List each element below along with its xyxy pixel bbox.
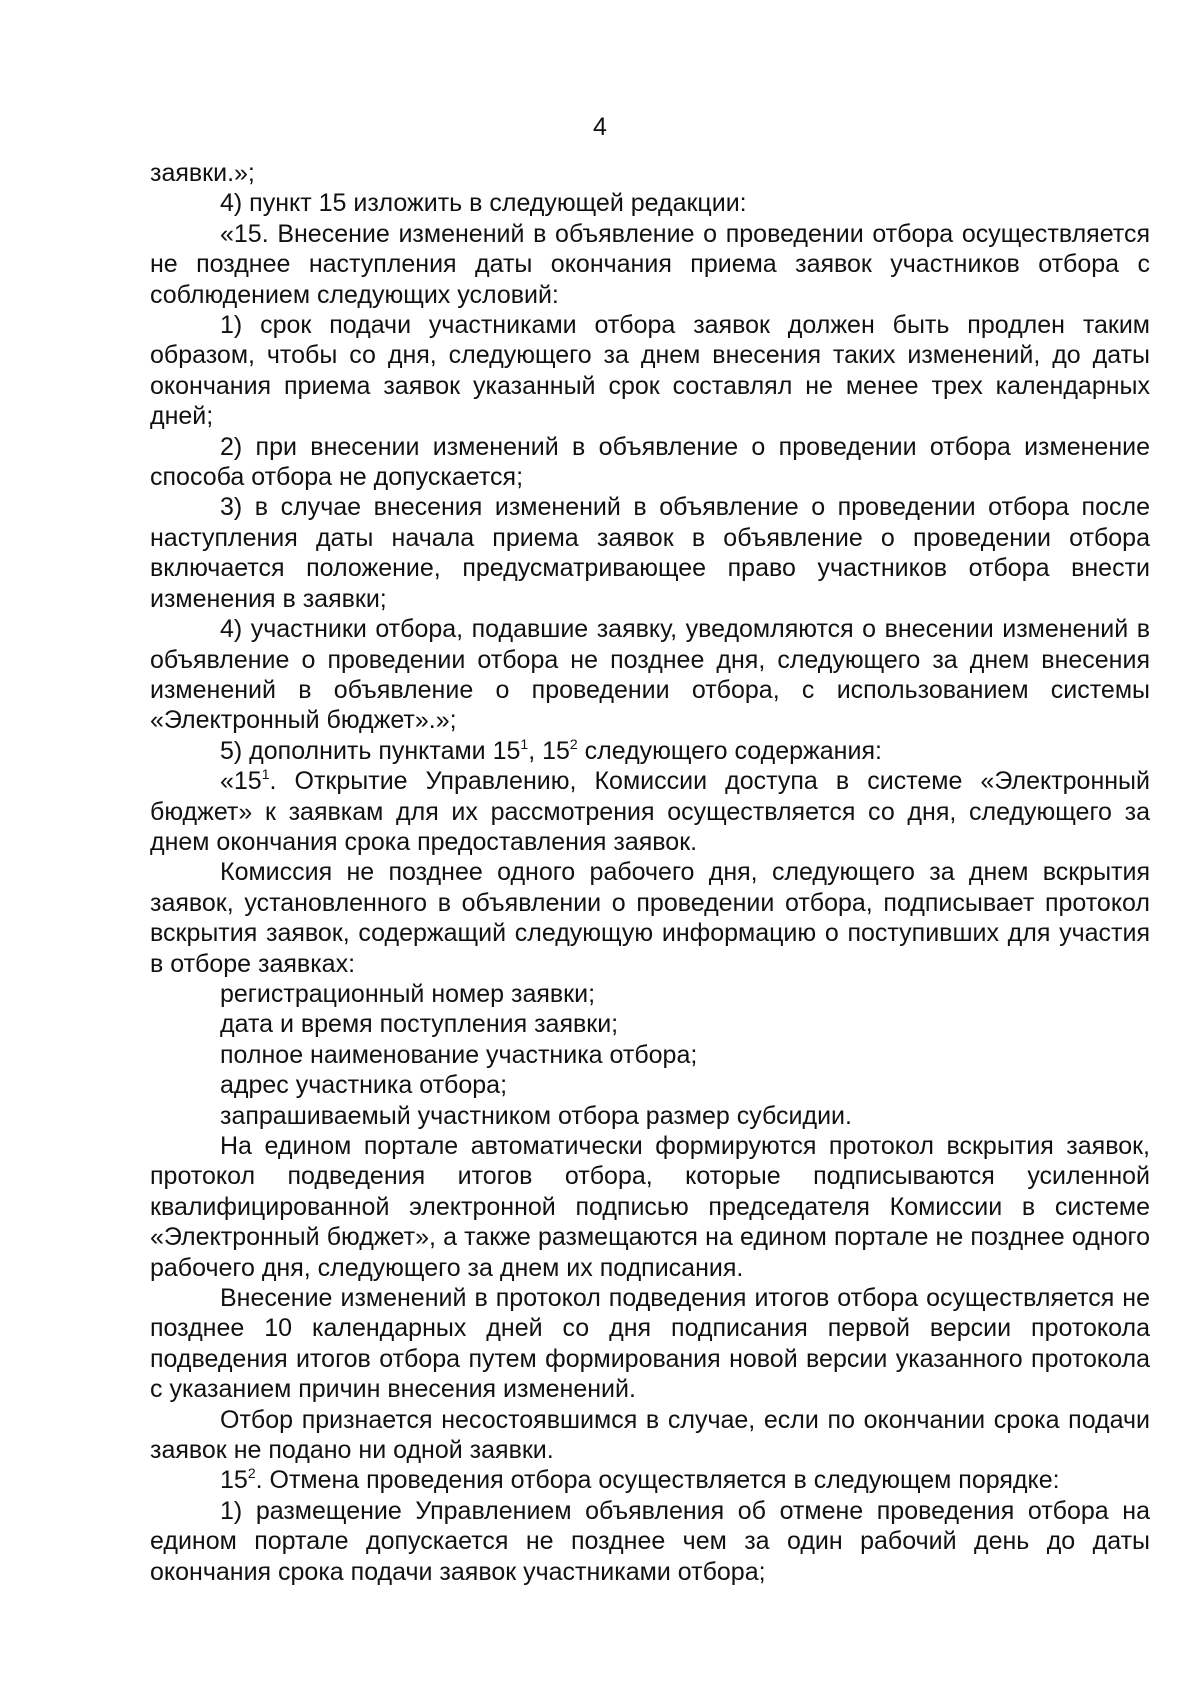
list-item: дата и время поступления заявки; <box>220 1010 619 1039</box>
list-item: регистрационный номер заявки; <box>220 979 596 1008</box>
paragraph: 5) дополнить пунктами $15^1$, $15^2$ следующего содержания: <box>220 735 882 765</box>
paragraph: Внесение изменений в протокол подведения итогов отбора осуществляется не позднее 10 календарных дней со дня подписания первой версии протокола подведения итогов отбора путем формирования новой версии указанного протокола с указанием причин внесения изменений. <box>150 1284 1150 1404</box>
list-item: полное наименование участника отбора; <box>220 1040 698 1069</box>
paragraph: Отбор признается несостоявшимся в случае, если по окончании срока подачи заявок не подано ни одной заявки. <box>150 1405 1150 1465</box>
paragraph: «$15^1$. Открытие Управлению, Комиссии доступа в системе «Электронный бюджет» к заявкам для их рассмотрения осуществляется со дня, следующего за днем окончания срока предоставления заявок. <box>150 766 1150 856</box>
list-item: запрашиваемый участником отбора размер субсидии. <box>220 1101 852 1130</box>
list-item: адрес участника отбора; <box>220 1071 508 1100</box>
paragraph: Комиссия не позднее одного рабочего дня, следующего за днем вскрытия заявок, установленного в объявлении о проведении отбора, подписывает протокол вскрытия заявок, содержащий следующую информацию о поступивших для участия в отборе заявках: <box>150 858 1150 978</box>
paragraph: «15. Внесение изменений в объявление о проведении отбора осуществляется не позднее наступления даты окончания приема заявок участников отбора с соблюдением следующих условий: <box>150 219 1150 309</box>
paragraph: 4) пункт 15 изложить в следующей редакции: <box>220 189 747 218</box>
paragraph: 2) при внесении изменений в объявление о проведении отбора изменение способа отбора не допускается; <box>150 432 1150 492</box>
paragraph: 3) в случае внесения изменений в объявление о проведении отбора после наступления даты начала приема заявок в объявление о проведении отбора включается положение, предусматривающее право участников отбора внести изменения в заявки; <box>150 493 1150 613</box>
document-body <box>150 158 1150 1587</box>
paragraph: 1) срок подачи участниками отбора заявок должен быть продлен таким образом, чтобы со дня, следующего за днем внесения таких изменений, до даты окончания приема заявок указанный срок составлял не менее трех календарных дней; <box>150 311 1150 431</box>
paragraph: 1) размещение Управлением объявления об отмене проведения отбора на едином портале допускается не позднее чем за один рабочий день до даты окончания срока подачи заявок участниками отбора; <box>150 1496 1150 1586</box>
paragraph: $15^2$. Отмена проведения отбора осуществляется в следующем порядке: <box>220 1465 1060 1495</box>
paragraph: 4) участники отбора, подавшие заявку, уведомляются о внесении изменений в объявление о проведении отбора не позднее дня, следующего за днем внесения изменений в объявление о проведении отбора, с использованием системы «Электронный бюджет».»; <box>150 615 1150 735</box>
paragraph: заявки.»; <box>150 159 255 187</box>
paragraph: На едином портале автоматически формируются протокол вскрытия заявок, протокол подведения итогов отбора, которые подписываются усиленной квалифицированной электронной подписью председателя Комиссии в системе «Электронный бюджет», а также размещаются на едином портале не позднее одного рабочего дня, следующего за днем их подписания. <box>150 1132 1150 1282</box>
page-number: 4 <box>593 113 607 141</box>
